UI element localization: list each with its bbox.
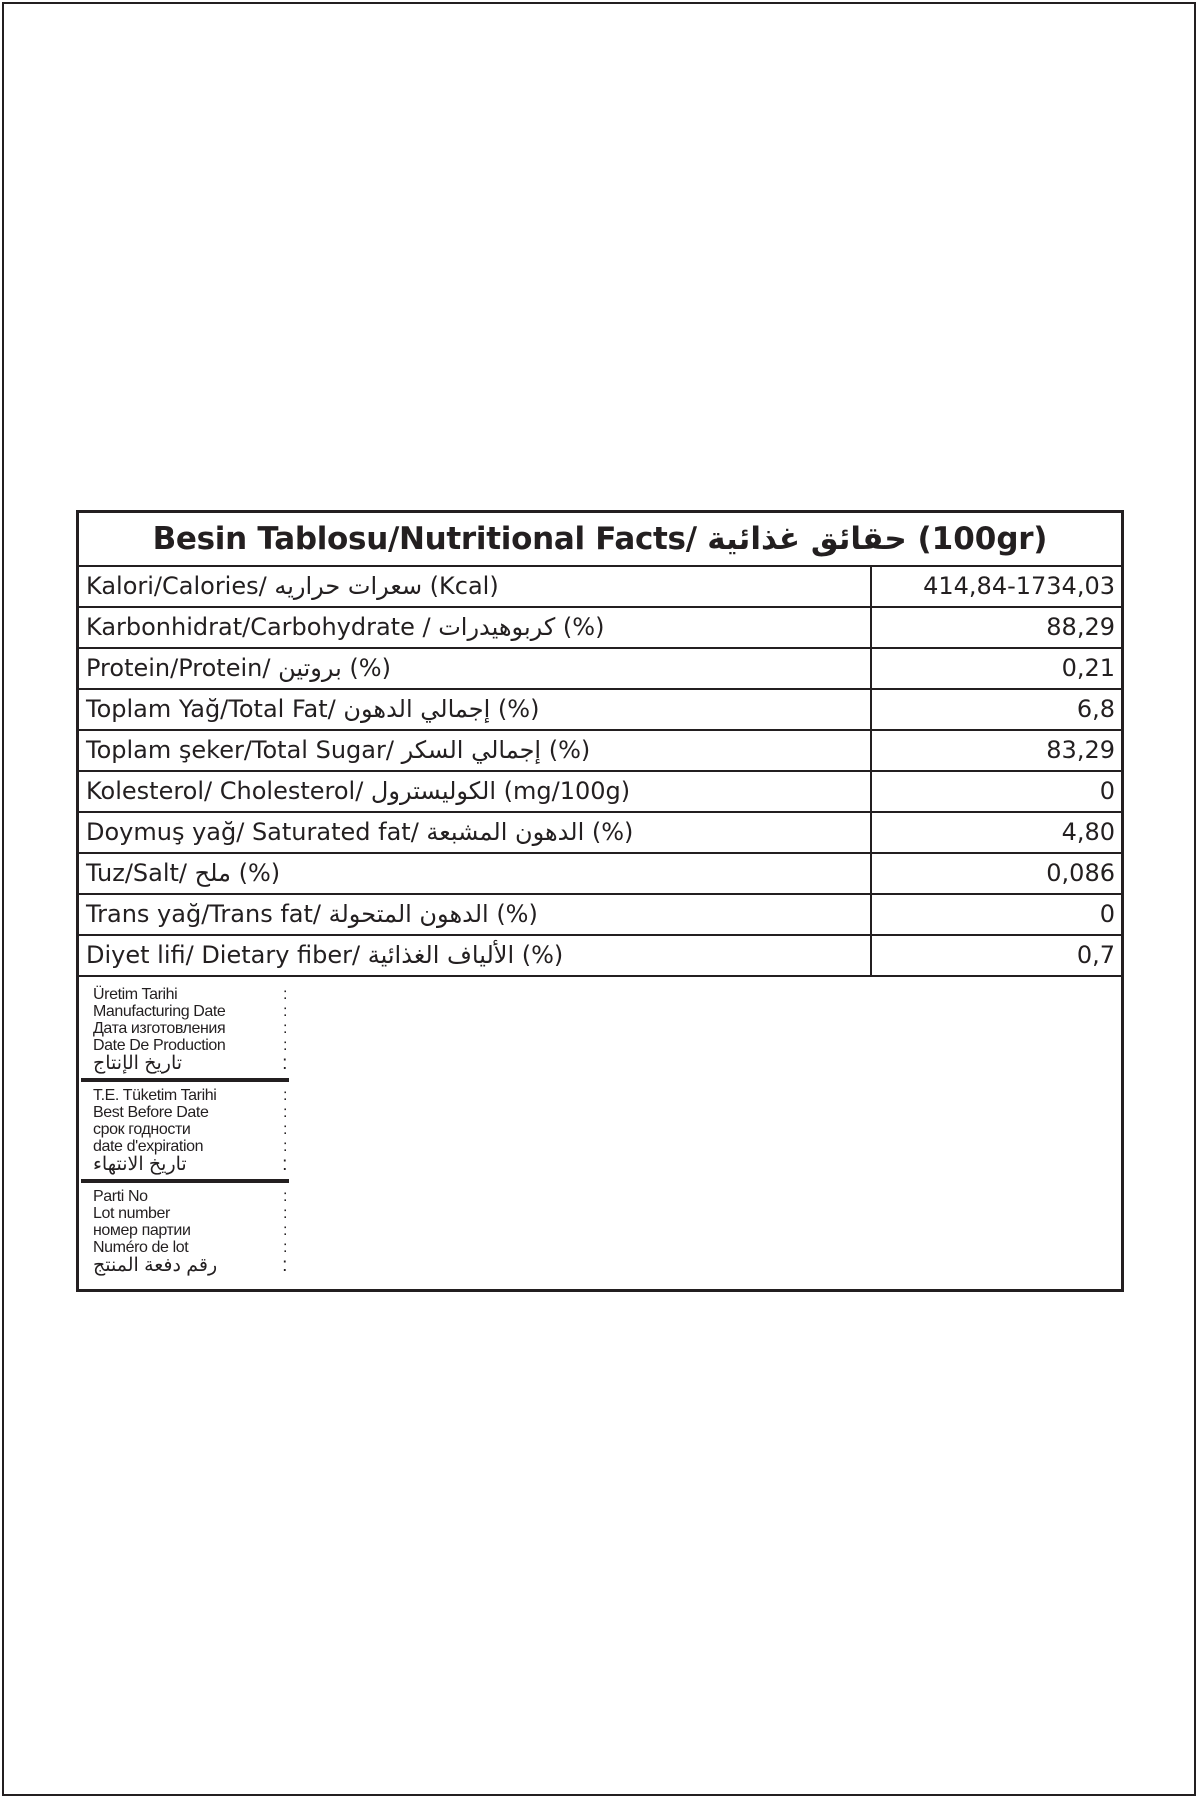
- info-text: تاريخ الانتهاء: [93, 1154, 187, 1175]
- info-line: [93, 1087, 289, 1104]
- table-row-salt: [79, 854, 1121, 895]
- colon: :: [282, 1003, 287, 1020]
- row-label: Kolesterol/ Cholesterol/ الكوليسترول (mg/100g): [79, 772, 872, 811]
- row-value: 0,086: [1046, 859, 1115, 887]
- info-line: [93, 1104, 289, 1121]
- info-line: [93, 1188, 289, 1205]
- label-title: Besin Tablosu/Nutritional Facts/ حقائق غذائية (100gr): [79, 513, 1121, 567]
- row-label: Diyet lifi/ Dietary fiber/ الألياف الغذائية (%): [79, 936, 872, 975]
- table-row-protein: [79, 649, 1121, 690]
- colon: :: [282, 986, 287, 1003]
- info-text: Best Before Date: [93, 1104, 209, 1121]
- colon: :: [282, 1104, 287, 1121]
- table-row-saturated-fat: [79, 813, 1121, 854]
- colon: :: [282, 1154, 287, 1175]
- nutrition-facts-table: [79, 567, 1121, 977]
- row-label: Toplam Yağ/Total Fat/ إجمالي الدهون (%): [79, 690, 872, 729]
- info-text: Manufacturing Date: [93, 1003, 226, 1020]
- info-line: [93, 1256, 289, 1276]
- info-line: [93, 1222, 289, 1239]
- colon: :: [282, 1222, 287, 1239]
- colon: :: [282, 1053, 287, 1074]
- colon: :: [282, 1037, 287, 1054]
- table-row-total-fat: [79, 690, 1121, 731]
- info-text: T.E. Tüketim Tarihi: [93, 1087, 217, 1104]
- info-text: Numéro de lot: [93, 1239, 189, 1256]
- info-text: Дата изготовления: [93, 1020, 226, 1037]
- info-text: Lot number: [93, 1205, 170, 1222]
- row-value: 0: [1099, 900, 1115, 928]
- nutrition-label: [76, 510, 1124, 1292]
- info-line: [93, 1138, 289, 1155]
- table-row-calories: [79, 567, 1121, 608]
- info-text: رقم دفعة المنتج: [93, 1255, 218, 1276]
- colon: :: [282, 1188, 287, 1205]
- info-line: [93, 1155, 289, 1175]
- row-value: 88,29: [1046, 613, 1115, 641]
- info-text: Üretim Tarihi: [93, 986, 178, 1003]
- info-line: [93, 1020, 289, 1037]
- table-row-dietary-fiber: [79, 936, 1121, 977]
- info-line: [93, 1239, 289, 1256]
- info-text: Date De Production: [93, 1037, 226, 1054]
- row-label: Trans yağ/Trans fat/ الدهون المتحولة (%): [79, 895, 872, 934]
- info-line: [93, 1205, 289, 1222]
- row-label: Protein/Protein/ بروتين (%): [79, 649, 872, 688]
- table-row-cholesterol: [79, 772, 1121, 813]
- colon: :: [282, 1205, 287, 1222]
- colon: :: [282, 1087, 287, 1104]
- row-value: 4,80: [1061, 818, 1115, 846]
- table-row-total-sugar: [79, 731, 1121, 772]
- production-info: [79, 977, 1121, 1280]
- info-line: [93, 1003, 289, 1020]
- row-label: Kalori/Calories/ سعرات حراريه (Kcal): [79, 567, 872, 606]
- row-value: 6,8: [1076, 695, 1115, 723]
- row-value: 83,29: [1046, 736, 1115, 764]
- row-value: 0,7: [1076, 941, 1115, 969]
- colon: :: [282, 1020, 287, 1037]
- info-line: [93, 1037, 289, 1054]
- manufacturing-date-block: [81, 983, 289, 1082]
- row-label: Karbonhidrat/Carbohydrate / كربوهيدرات (%): [79, 608, 872, 647]
- lot-number-block: [81, 1185, 289, 1280]
- table-row-trans-fat: [79, 895, 1121, 936]
- row-label: Toplam şeker/Total Sugar/ إجمالي السكر (%): [79, 731, 872, 770]
- info-text: date d'expiration: [93, 1138, 204, 1155]
- info-text: номер партии: [93, 1222, 191, 1239]
- info-text: تاريخ الإنتاج: [93, 1053, 183, 1074]
- table-row-carbohydrate: [79, 608, 1121, 649]
- info-line: [93, 1054, 289, 1074]
- info-line: [93, 986, 289, 1003]
- row-value: 0,21: [1061, 654, 1115, 682]
- best-before-date-block: [81, 1084, 289, 1183]
- row-label: Doymuş yağ/ Saturated fat/ الدهون المشبعة (%): [79, 813, 872, 852]
- colon: :: [282, 1121, 287, 1138]
- row-value: 414,84-1734,03: [923, 572, 1115, 600]
- info-text: срок годности: [93, 1121, 191, 1138]
- row-value: 0: [1099, 777, 1115, 805]
- info-text: Parti No: [93, 1188, 148, 1205]
- colon: :: [282, 1239, 287, 1256]
- info-line: [93, 1121, 289, 1138]
- row-label: Tuz/Salt/ ملح (%): [79, 854, 872, 893]
- colon: :: [282, 1255, 287, 1276]
- colon: :: [282, 1138, 287, 1155]
